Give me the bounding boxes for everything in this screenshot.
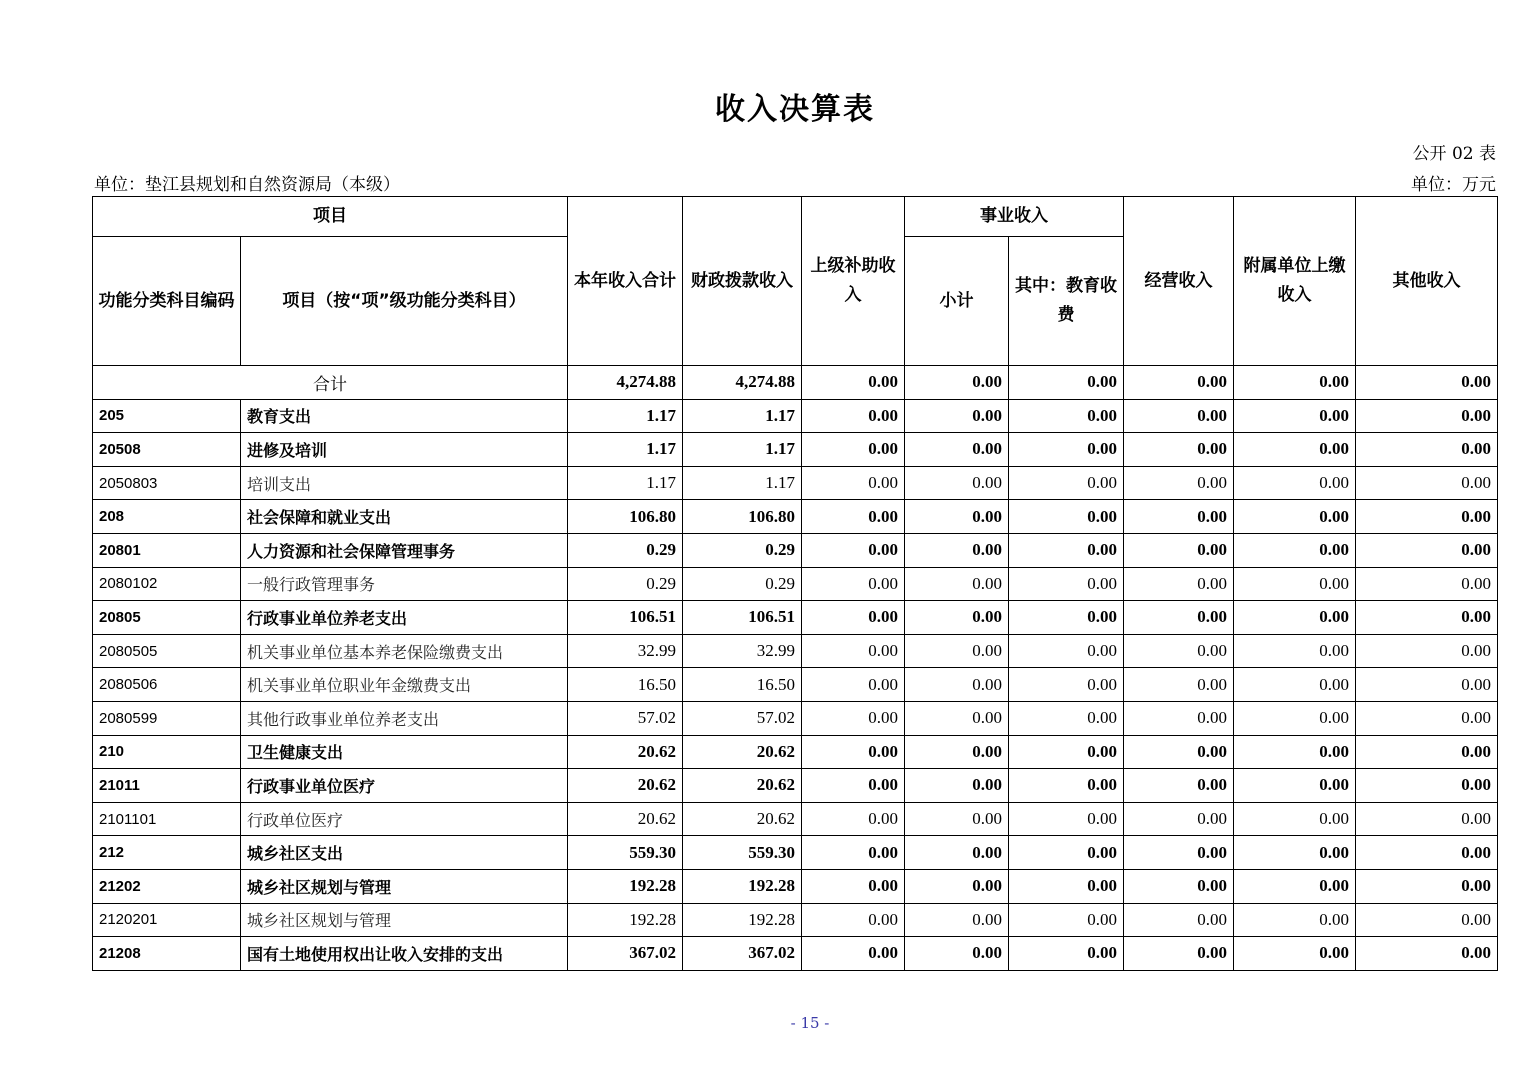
table-row bbox=[93, 668, 1498, 702]
form-number: 公开 02 表 bbox=[1412, 144, 1496, 164]
row-value: 0.00 bbox=[1009, 567, 1124, 601]
row-value: 0.00 bbox=[1124, 533, 1234, 567]
row-code: 2050803 bbox=[93, 466, 241, 500]
table-row bbox=[93, 769, 1498, 803]
row-value: 0.00 bbox=[905, 601, 1009, 635]
row-value: 106.51 bbox=[568, 601, 683, 635]
row-value: 0.00 bbox=[1009, 903, 1124, 937]
row-name: 城乡社区支出 bbox=[241, 836, 568, 870]
row-value: 0.00 bbox=[905, 399, 1009, 433]
row-value: 0.00 bbox=[1356, 668, 1498, 702]
row-value: 1.17 bbox=[683, 433, 802, 467]
report-title: 收入决算表 bbox=[715, 92, 875, 127]
row-value: 0.00 bbox=[1234, 533, 1356, 567]
table-row bbox=[93, 701, 1498, 735]
total-value: 0.00 bbox=[1356, 366, 1498, 400]
table-row bbox=[93, 937, 1498, 971]
row-value: 0.00 bbox=[1124, 567, 1234, 601]
row-name: 机关事业单位职业年金缴费支出 bbox=[241, 668, 568, 702]
row-value: 0.00 bbox=[905, 701, 1009, 735]
row-value: 16.50 bbox=[568, 668, 683, 702]
row-value: 57.02 bbox=[568, 701, 683, 735]
table-row bbox=[93, 903, 1498, 937]
row-value: 0.00 bbox=[802, 701, 905, 735]
table-row bbox=[93, 836, 1498, 870]
row-value: 0.00 bbox=[1356, 903, 1498, 937]
row-name: 城乡社区规划与管理 bbox=[241, 903, 568, 937]
table-row bbox=[93, 634, 1498, 668]
row-value: 0.00 bbox=[1234, 836, 1356, 870]
row-name: 人力资源和社会保障管理事务 bbox=[241, 533, 568, 567]
row-value: 367.02 bbox=[568, 937, 683, 971]
row-name: 行政事业单位养老支出 bbox=[241, 601, 568, 635]
row-value: 32.99 bbox=[568, 634, 683, 668]
row-value: 0.29 bbox=[683, 567, 802, 601]
row-value: 0.00 bbox=[905, 802, 1009, 836]
table-row bbox=[93, 466, 1498, 500]
row-value: 0.00 bbox=[905, 769, 1009, 803]
row-value: 0.00 bbox=[1009, 802, 1124, 836]
row-value: 0.00 bbox=[1234, 937, 1356, 971]
row-name: 进修及培训 bbox=[241, 433, 568, 467]
row-value: 0.00 bbox=[1009, 668, 1124, 702]
row-value: 0.00 bbox=[1356, 735, 1498, 769]
row-value: 0.00 bbox=[1009, 735, 1124, 769]
row-value: 0.00 bbox=[905, 668, 1009, 702]
header-operating: 经营收入 bbox=[1124, 197, 1234, 366]
row-value: 0.00 bbox=[1234, 903, 1356, 937]
row-value: 0.00 bbox=[1124, 668, 1234, 702]
row-value: 0.00 bbox=[1356, 567, 1498, 601]
row-value: 0.00 bbox=[1356, 533, 1498, 567]
row-code: 212 bbox=[93, 836, 241, 870]
row-value: 0.00 bbox=[1356, 601, 1498, 635]
header-name: 项目（按“项”级功能分类科目） bbox=[241, 237, 568, 366]
row-value: 0.00 bbox=[1124, 701, 1234, 735]
row-value: 20.62 bbox=[568, 802, 683, 836]
row-code: 210 bbox=[93, 735, 241, 769]
row-code: 20801 bbox=[93, 533, 241, 567]
row-value: 0.00 bbox=[1234, 634, 1356, 668]
row-value: 0.00 bbox=[905, 903, 1009, 937]
row-code: 208 bbox=[93, 500, 241, 534]
row-value: 0.00 bbox=[1009, 869, 1124, 903]
row-name: 行政单位医疗 bbox=[241, 802, 568, 836]
row-code: 2080102 bbox=[93, 567, 241, 601]
header-other: 其他收入 bbox=[1356, 197, 1498, 366]
row-value: 0.00 bbox=[905, 433, 1009, 467]
row-value: 0.00 bbox=[1356, 769, 1498, 803]
row-value: 0.00 bbox=[1124, 399, 1234, 433]
row-value: 20.62 bbox=[683, 735, 802, 769]
row-name: 卫生健康支出 bbox=[241, 735, 568, 769]
row-name: 社会保障和就业支出 bbox=[241, 500, 568, 534]
table-row bbox=[93, 433, 1498, 467]
row-value: 0.00 bbox=[1356, 466, 1498, 500]
row-value: 0.00 bbox=[1009, 399, 1124, 433]
row-value: 0.00 bbox=[905, 533, 1009, 567]
row-value: 0.00 bbox=[802, 500, 905, 534]
row-value: 0.00 bbox=[905, 735, 1009, 769]
row-value: 0.00 bbox=[1009, 701, 1124, 735]
total-value: 0.00 bbox=[802, 366, 905, 400]
row-value: 0.00 bbox=[1009, 836, 1124, 870]
row-value: 0.00 bbox=[1356, 399, 1498, 433]
row-value: 32.99 bbox=[683, 634, 802, 668]
row-value: 367.02 bbox=[683, 937, 802, 971]
row-value: 0.00 bbox=[1234, 668, 1356, 702]
row-value: 20.62 bbox=[683, 802, 802, 836]
row-value: 192.28 bbox=[568, 903, 683, 937]
table-row bbox=[93, 869, 1498, 903]
row-name: 一般行政管理事务 bbox=[241, 567, 568, 601]
row-value: 0.00 bbox=[905, 836, 1009, 870]
row-value: 0.00 bbox=[1009, 433, 1124, 467]
header-item: 项目 bbox=[93, 197, 568, 237]
row-name: 机关事业单位基本养老保险缴费支出 bbox=[241, 634, 568, 668]
row-value: 0.00 bbox=[1009, 533, 1124, 567]
table-row bbox=[93, 567, 1498, 601]
row-value: 559.30 bbox=[683, 836, 802, 870]
row-value: 0.00 bbox=[1124, 634, 1234, 668]
row-name: 国有土地使用权出让收入安排的支出 bbox=[241, 937, 568, 971]
row-value: 106.51 bbox=[683, 601, 802, 635]
header-fiscal: 财政拨款收入 bbox=[683, 197, 802, 366]
header-code: 功能分类科目编码 bbox=[93, 237, 241, 366]
row-value: 0.00 bbox=[802, 937, 905, 971]
table-row bbox=[93, 533, 1498, 567]
page-number: - 15 - bbox=[790, 1014, 830, 1032]
total-value: 0.00 bbox=[1009, 366, 1124, 400]
row-code: 2101101 bbox=[93, 802, 241, 836]
row-code: 2080599 bbox=[93, 701, 241, 735]
row-value: 0.00 bbox=[802, 533, 905, 567]
row-value: 0.00 bbox=[1234, 802, 1356, 836]
row-value: 0.00 bbox=[905, 634, 1009, 668]
row-value: 0.00 bbox=[1356, 701, 1498, 735]
row-value: 0.00 bbox=[1009, 500, 1124, 534]
row-value: 0.00 bbox=[802, 903, 905, 937]
row-code: 2080506 bbox=[93, 668, 241, 702]
header-affiliated: 附属单位上缴收入 bbox=[1234, 197, 1356, 366]
row-value: 0.00 bbox=[802, 567, 905, 601]
row-value: 0.00 bbox=[1124, 735, 1234, 769]
row-value: 106.80 bbox=[683, 500, 802, 534]
row-name: 教育支出 bbox=[241, 399, 568, 433]
row-value: 559.30 bbox=[568, 836, 683, 870]
row-value: 0.29 bbox=[568, 567, 683, 601]
row-value: 0.00 bbox=[802, 433, 905, 467]
header-superior: 上级补助收入 bbox=[802, 197, 905, 366]
row-code: 205 bbox=[93, 399, 241, 433]
row-value: 0.00 bbox=[1124, 903, 1234, 937]
row-value: 0.00 bbox=[1009, 466, 1124, 500]
header-business: 事业收入 bbox=[905, 197, 1124, 237]
total-value: 4,274.88 bbox=[683, 366, 802, 400]
row-value: 0.00 bbox=[905, 466, 1009, 500]
row-value: 0.00 bbox=[1124, 836, 1234, 870]
row-value: 0.00 bbox=[802, 634, 905, 668]
row-code: 21202 bbox=[93, 869, 241, 903]
total-value: 0.00 bbox=[1124, 366, 1234, 400]
row-value: 0.00 bbox=[802, 836, 905, 870]
row-value: 57.02 bbox=[683, 701, 802, 735]
total-value: 4,274.88 bbox=[568, 366, 683, 400]
organization-unit: 单位：垫江县规划和自然资源局（本级） bbox=[94, 175, 400, 195]
row-value: 0.00 bbox=[1356, 937, 1498, 971]
row-value: 0.00 bbox=[802, 802, 905, 836]
row-value: 0.00 bbox=[802, 735, 905, 769]
row-code: 2080505 bbox=[93, 634, 241, 668]
row-value: 0.00 bbox=[1234, 433, 1356, 467]
table-row bbox=[93, 399, 1498, 433]
row-value: 1.17 bbox=[683, 466, 802, 500]
row-value: 0.00 bbox=[1009, 601, 1124, 635]
table-row bbox=[93, 735, 1498, 769]
row-value: 0.00 bbox=[1234, 399, 1356, 433]
row-value: 0.00 bbox=[1124, 500, 1234, 534]
row-value: 0.00 bbox=[1234, 601, 1356, 635]
row-value: 1.17 bbox=[568, 466, 683, 500]
total-value: 0.00 bbox=[905, 366, 1009, 400]
header-subtotal: 小计 bbox=[905, 237, 1009, 366]
row-name: 培训支出 bbox=[241, 466, 568, 500]
row-value: 0.00 bbox=[1124, 869, 1234, 903]
total-label: 合计 bbox=[93, 366, 568, 400]
total-row bbox=[93, 366, 1498, 400]
income-table bbox=[92, 196, 1498, 971]
row-value: 192.28 bbox=[683, 869, 802, 903]
row-value: 1.17 bbox=[683, 399, 802, 433]
row-value: 0.00 bbox=[905, 937, 1009, 971]
row-value: 0.00 bbox=[1356, 634, 1498, 668]
row-value: 0.00 bbox=[1124, 937, 1234, 971]
row-value: 20.62 bbox=[683, 769, 802, 803]
row-value: 0.00 bbox=[1356, 500, 1498, 534]
row-code: 20508 bbox=[93, 433, 241, 467]
row-value: 192.28 bbox=[568, 869, 683, 903]
row-value: 0.00 bbox=[1124, 802, 1234, 836]
row-value: 0.00 bbox=[1234, 869, 1356, 903]
row-value: 0.00 bbox=[1124, 466, 1234, 500]
row-value: 0.00 bbox=[1009, 634, 1124, 668]
table-row bbox=[93, 601, 1498, 635]
row-value: 0.00 bbox=[1234, 567, 1356, 601]
row-value: 0.29 bbox=[568, 533, 683, 567]
row-value: 0.00 bbox=[1124, 601, 1234, 635]
row-value: 0.00 bbox=[802, 466, 905, 500]
row-value: 0.00 bbox=[1356, 836, 1498, 870]
table-row bbox=[93, 500, 1498, 534]
row-value: 0.00 bbox=[1356, 802, 1498, 836]
row-name: 行政事业单位医疗 bbox=[241, 769, 568, 803]
row-value: 0.00 bbox=[802, 869, 905, 903]
row-value: 0.00 bbox=[1234, 735, 1356, 769]
row-value: 0.00 bbox=[1234, 769, 1356, 803]
row-value: 0.00 bbox=[1356, 433, 1498, 467]
row-value: 0.00 bbox=[802, 601, 905, 635]
row-value: 0.00 bbox=[1009, 769, 1124, 803]
row-value: 0.29 bbox=[683, 533, 802, 567]
row-value: 1.17 bbox=[568, 433, 683, 467]
row-value: 0.00 bbox=[1234, 466, 1356, 500]
row-value: 0.00 bbox=[905, 567, 1009, 601]
row-value: 20.62 bbox=[568, 735, 683, 769]
row-value: 0.00 bbox=[905, 500, 1009, 534]
row-code: 2120201 bbox=[93, 903, 241, 937]
table-row bbox=[93, 802, 1498, 836]
row-value: 20.62 bbox=[568, 769, 683, 803]
total-value: 0.00 bbox=[1234, 366, 1356, 400]
row-value: 16.50 bbox=[683, 668, 802, 702]
row-value: 0.00 bbox=[1356, 869, 1498, 903]
row-value: 0.00 bbox=[905, 869, 1009, 903]
row-value: 0.00 bbox=[1234, 500, 1356, 534]
row-code: 21011 bbox=[93, 769, 241, 803]
table-body bbox=[93, 366, 1498, 971]
row-value: 0.00 bbox=[1124, 769, 1234, 803]
row-name: 城乡社区规划与管理 bbox=[241, 869, 568, 903]
row-name: 其他行政事业单位养老支出 bbox=[241, 701, 568, 735]
row-value: 0.00 bbox=[802, 668, 905, 702]
row-value: 0.00 bbox=[802, 769, 905, 803]
row-value: 0.00 bbox=[1009, 937, 1124, 971]
row-value: 1.17 bbox=[568, 399, 683, 433]
row-value: 0.00 bbox=[802, 399, 905, 433]
row-value: 106.80 bbox=[568, 500, 683, 534]
row-code: 21208 bbox=[93, 937, 241, 971]
row-code: 20805 bbox=[93, 601, 241, 635]
row-value: 192.28 bbox=[683, 903, 802, 937]
header-edu-fee: 其中：教育收费 bbox=[1009, 237, 1124, 366]
currency-unit: 单位：万元 bbox=[1411, 175, 1496, 195]
header-total: 本年收入合计 bbox=[568, 197, 683, 366]
row-value: 0.00 bbox=[1234, 701, 1356, 735]
row-value: 0.00 bbox=[1124, 433, 1234, 467]
